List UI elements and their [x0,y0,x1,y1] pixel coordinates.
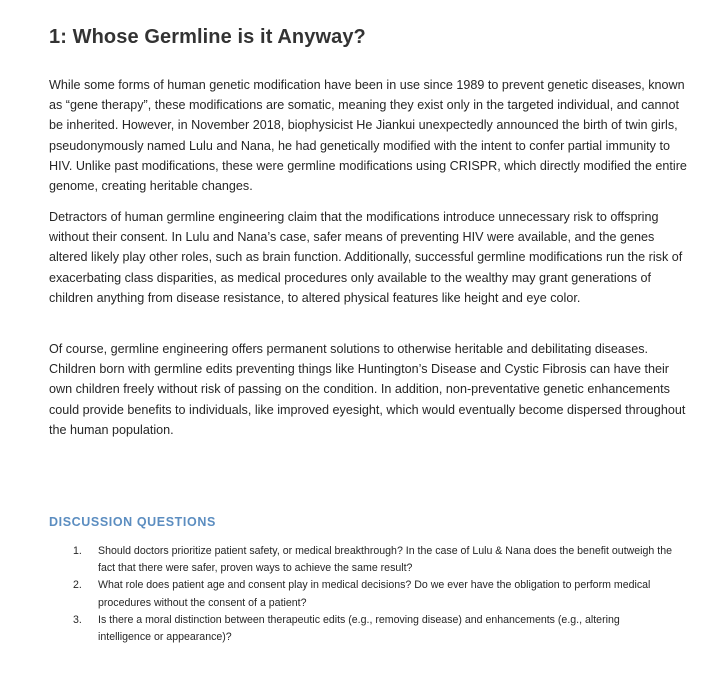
question-text: Is there a moral distinction between therapeutic edits (e.g., removing disease) and enhancements (e.g., altering intelligence or appearance)? [98,613,620,644]
question-number: 3. [73,613,82,626]
paragraph-detractors: Detractors of human germline engineering claim that the modifications introduce unnecessary risk to offspring without their consent. In Lulu and Nana’s case, safer means of preventing HIV were available, and the genes altered likely play other roles, such as brain function. Additionally, successful germline modifications run the risk of exacerbating class disparities, as medical procedures only available to the wealthy may grant generations of children anything from disease resistance, to altered physical features like height and eye color. [49,210,683,305]
question-text: Should doctors prioritize patient safety, or medical breakthrough? In the case of Lulu & Nana does the benefit outweigh the fact that there were safer, proven ways to achieve the same result? [98,545,672,575]
question-text: What role does patient age and consent play in medical decisions? Do we ever have the obligation to perform medical procedures without the consent of a patient? [98,579,651,609]
document-title: 1: Whose Germline is it Anyway? [49,26,366,48]
discussion-question [73,543,673,577]
discussion-questions-heading: DISCUSSION QUESTIONS [49,515,216,529]
question-number: 2. [73,579,82,592]
paragraph-gene-therapy-background: While some forms of human genetic modification have been in use since 1989 to prevent genetic diseases, known as “gene therapy”, these modifications are somatic, meaning they exist only in the targeted individual, and cannot be inherited. However, in November 2018, biophysicist He Jiankui unexpectedly announced the birth of twin girls, pseudonymously named Lulu and Nana, he had genetically modified with the intent to confer partial immunity to HIV. Unlike past modifications, these were germline modifications using CRISPR, which directly modified the entire genome, creating heritable changes. [49,78,687,194]
discussion-questions-list [73,543,673,646]
paragraph-benefits: Of course, germline engineering offers permanent solutions to otherwise heritable and debilitating diseases. Children born with germline edits preventing things like Huntington’s Disease and Cystic Fibrosis can have their own children freely without risk of passing on the condition. In addition, non-preventative genetic enhancements could provide benefits to individuals, like improved eyesight, which would eventually become dispersed throughout the human population. [49,342,686,437]
question-number: 1. [73,545,82,557]
discussion-question [73,577,673,611]
discussion-question [73,612,673,646]
